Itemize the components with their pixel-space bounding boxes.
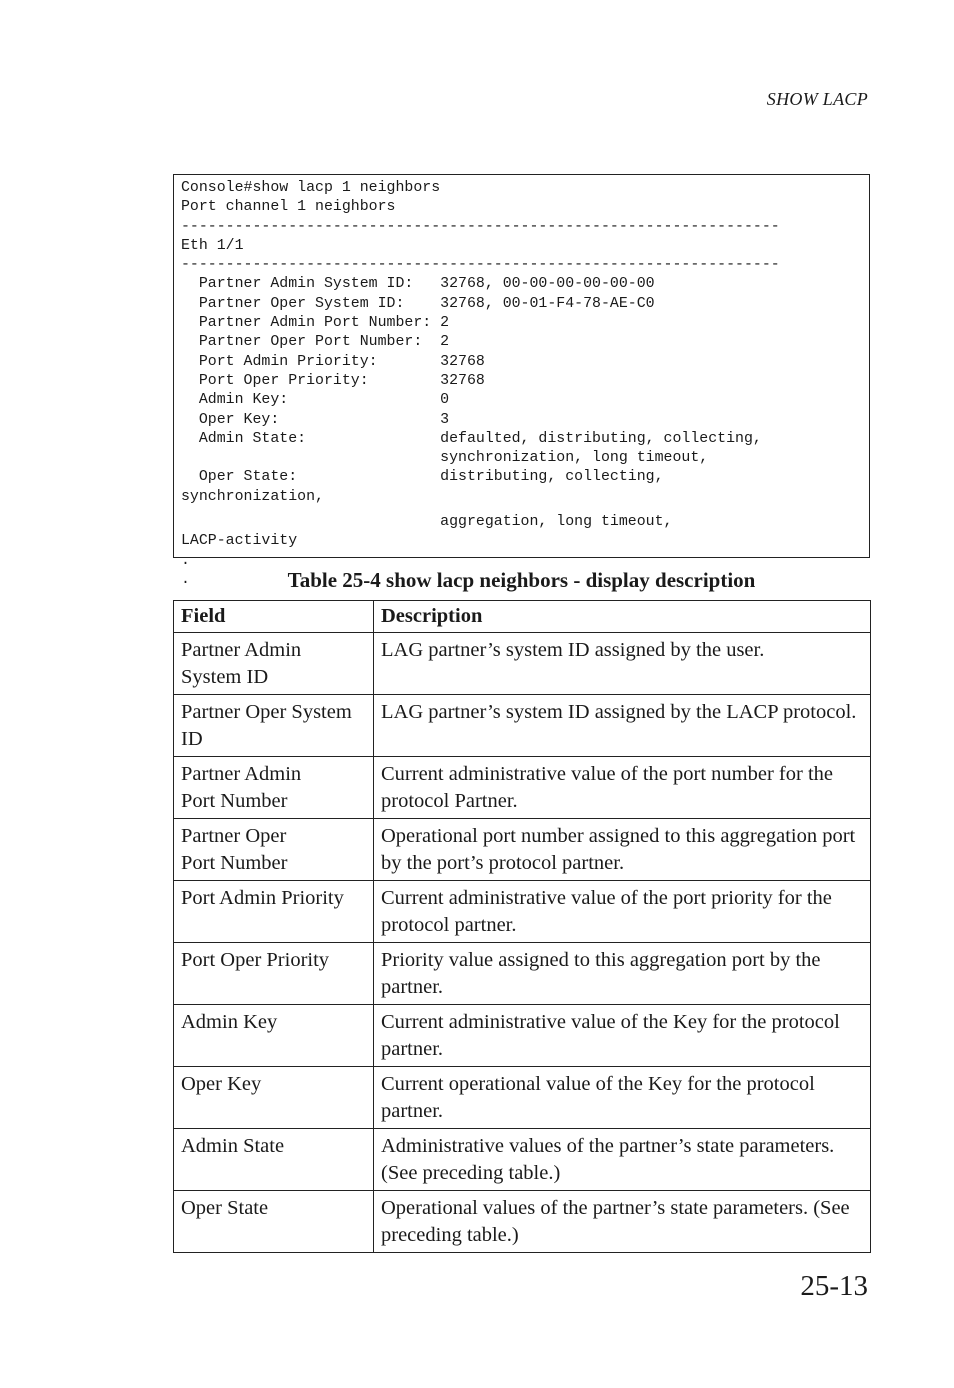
description-cell: Priority value assigned to this aggregation port by the partner. <box>374 943 871 1005</box>
field-cell: Partner Oper Port Number <box>174 819 374 881</box>
description-cell: Administrative values of the partner’s state parameters. (See preceding table.) <box>374 1129 871 1191</box>
table-header-row <box>174 601 871 633</box>
field-cell: Partner Oper System ID <box>174 695 374 757</box>
console-line: LACP-activity <box>181 533 298 550</box>
table-caption: Table 25-4 show lacp neighbors - display description <box>287 568 756 592</box>
field-cell: Admin State <box>174 1129 374 1191</box>
description-table <box>173 600 871 1253</box>
console-line: Port Admin Priority: 32768 <box>181 353 485 370</box>
console-line: Oper Key: 3 <box>181 411 450 428</box>
table-row <box>174 757 871 819</box>
description-cell: Operational port number assigned to this aggregation port by the port’s protocol partner. <box>374 819 871 881</box>
header-field: Field <box>174 601 374 633</box>
description-cell: Current administrative value of the Key for the protocol partner. <box>374 1005 871 1067</box>
field-cell: Partner Admin System ID <box>174 633 374 695</box>
console-line: Eth 1/1 <box>181 237 244 254</box>
console-line: Admin State: defaulted, distributing, collecting, <box>181 430 762 447</box>
console-line: Admin Key: 0 <box>181 392 450 409</box>
console-line: Partner Oper Port Number: 2 <box>181 334 450 351</box>
console-line: Port channel 1 neighbors <box>181 199 396 216</box>
console-line: . <box>181 552 190 569</box>
description-cell: LAG partner’s system ID assigned by the LACP protocol. <box>374 695 871 757</box>
table-row <box>174 633 871 695</box>
console-line: Partner Admin System ID: 32768, 00-00-00-00-00-00 <box>181 276 655 293</box>
field-cell: Admin Key <box>174 1005 374 1067</box>
field-cell: Port Oper Priority <box>174 943 374 1005</box>
table-row <box>174 881 871 943</box>
description-cell: Current administrative value of the port priority for the protocol partner. <box>374 881 871 943</box>
field-cell: Partner Admin Port Number <box>174 757 374 819</box>
console-line: Console#show lacp 1 neighbors <box>181 180 441 196</box>
table-row <box>174 1005 871 1067</box>
description-cell: Operational values of the partner’s state parameters. (See preceding table.) <box>374 1191 871 1253</box>
table-row <box>174 1191 871 1253</box>
console-line: aggregation, long timeout, <box>181 514 673 531</box>
console-line: . <box>181 571 190 588</box>
console-line: Port Oper Priority: 32768 <box>181 372 485 389</box>
table-row <box>174 819 871 881</box>
header-description: Description <box>374 601 871 633</box>
running-head: SHOW LACP <box>766 89 868 109</box>
field-cell: Oper Key <box>174 1067 374 1129</box>
description-cell: LAG partner’s system ID assigned by the user. <box>374 633 871 695</box>
table-row <box>174 1129 871 1191</box>
description-cell: Current operational value of the Key for the protocol partner. <box>374 1067 871 1129</box>
field-cell: Port Admin Priority <box>174 881 374 943</box>
console-line: Partner Admin Port Number: 2 <box>181 315 450 332</box>
console-separator: ------------------------------------------------------------------- <box>181 218 780 235</box>
console-line: synchronization, <box>181 488 324 505</box>
field-cell: Oper State <box>174 1191 374 1253</box>
table-row <box>174 943 871 1005</box>
table-row <box>174 1067 871 1129</box>
description-cell: Current administrative value of the port number for the protocol Partner. <box>374 757 871 819</box>
console-line: Oper State: distributing, collecting, <box>181 469 664 486</box>
table-row <box>174 695 871 757</box>
console-separator: ------------------------------------------------------------------- <box>181 257 780 274</box>
page-number: 25-13 <box>800 1270 868 1302</box>
console-line: synchronization, long timeout, <box>181 450 709 467</box>
console-line: Partner Oper System ID: 32768, 00-01-F4-78-AE-C0 <box>181 295 655 312</box>
